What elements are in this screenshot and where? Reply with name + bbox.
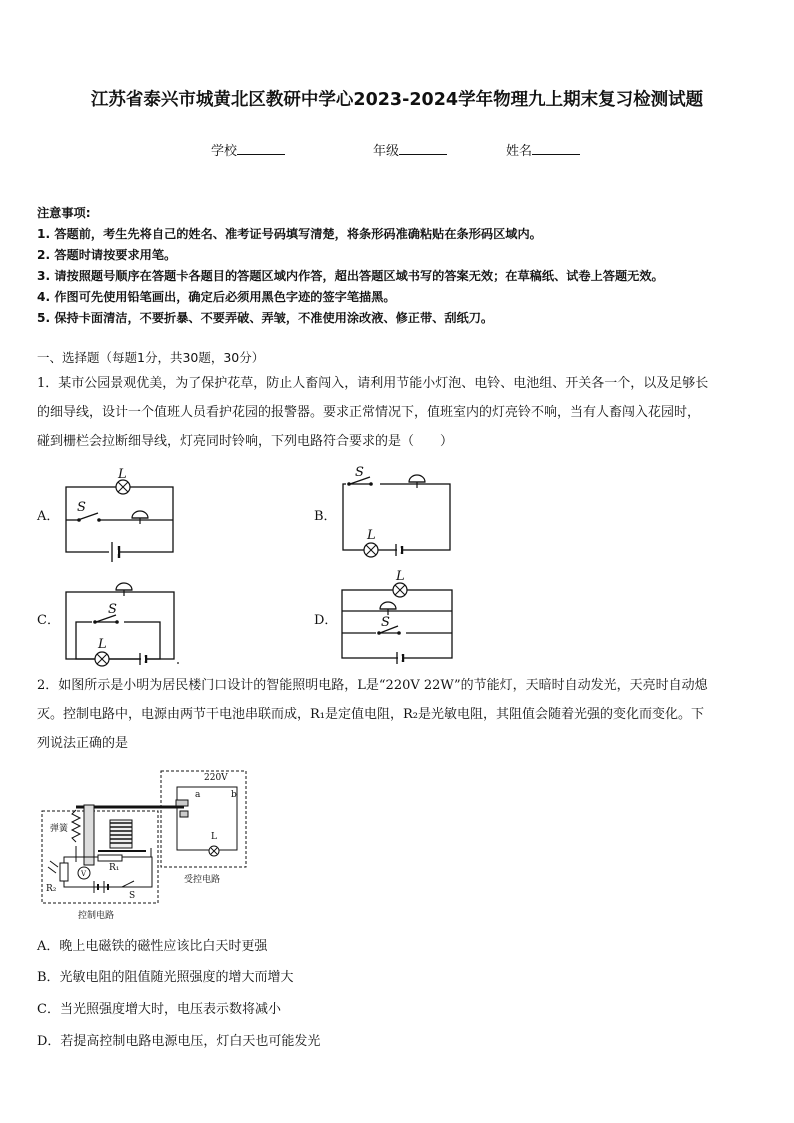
lamp-icon [209, 846, 219, 856]
bell-icon [132, 511, 148, 524]
question-1-text: 1．某市公园景观优美，为了保护花草，防止人畜闯入，请利用节能小灯泡、电铃、电池组、开关各一个，以及足够长 的细导线，设计一个值班人员看护花园的报警器。要求正常情况下，值班室内的灯亮铃不响，当有人畜闯入花园时， 碰到栅栏会拉断细导线，灯亮同时铃响，下列电路符合要求的是（ ） [37, 376, 709, 449]
bulb-icon [116, 480, 130, 494]
label-s: S [77, 500, 86, 515]
circuit-a [66, 487, 173, 562]
circuit-c [66, 592, 174, 665]
q2-option-c[interactable]: C．当光照强度增大时，电压表示数将减小 [37, 1002, 281, 1017]
spring-label: 弹簧 [50, 824, 69, 834]
label-s: S [381, 615, 390, 630]
label-l: L [396, 569, 405, 584]
label-l: L [98, 637, 107, 652]
q1-option-c[interactable]: C． [37, 613, 60, 628]
circuit-b [343, 477, 450, 556]
lamp-label: L [211, 832, 217, 842]
note-item: 1. 答题前，考生先将自己的姓名、准考证号码填写清楚，将条形码准确粘贴在条形码区域内。 [37, 227, 542, 241]
note-item: 3. 请按照题号顺序在答题卡各题目的答题区域内作答，超出答题区域书写的答案无效；在草稿纸、试卷上答题无效。 [37, 269, 664, 283]
terminal-a-label: a [195, 790, 201, 800]
notes-heading: 注意事项: [37, 206, 91, 220]
label-l: L [118, 467, 127, 482]
voltage-label: 220V [204, 773, 228, 783]
q2-option-d[interactable]: D．若提高控制电路电源电压，灯白天也可能发光 [37, 1034, 321, 1049]
q1-option-a[interactable]: A． [37, 509, 60, 524]
name-field[interactable]: 姓名 [506, 140, 580, 159]
bulb-icon [393, 583, 407, 597]
switch-label: S [129, 891, 136, 901]
q2-relay-circuit-figure [36, 765, 256, 925]
question-2-text: 2．如图所示是小明为居民楼门口设计的智能照明电路，L是“220V 22W”的节能灯，天暗时自动发光，天亮时自动熄 灭。控制电路中，电源由两节干电池串联而成，R₁是定值电阻，R₂是光敏电阻，其阻值会随着光强的变化而变化。下 列说法正确的是 [37, 678, 708, 751]
page-title: 江苏省泰兴市城黄北区教研中学心2023-2024学年物理九上期末复习检测试题 [90, 90, 704, 110]
terminal-b-label: b [231, 790, 237, 800]
note-item: 4. 作图可先使用铅笔画出，确定后必须用黑色字迹的签字笔描黑。 [37, 290, 396, 304]
note-item: 2. 答题时请按要求用笔。 [37, 248, 177, 262]
control-circuit-label: 控制电路 [78, 911, 115, 921]
bell-icon [116, 583, 132, 596]
q1-option-d[interactable]: D． [314, 613, 338, 628]
label-l: L [367, 528, 376, 543]
grade-field[interactable]: 年级 [373, 140, 447, 159]
q1-circuit-diagrams [0, 460, 480, 675]
circuit-d [342, 590, 452, 664]
notes-block [37, 203, 664, 329]
r2-label: R₂ [46, 884, 57, 894]
school-field[interactable]: 学校 [211, 140, 285, 159]
section-heading: 一、选择题（每题1分，共30题，30分） [37, 350, 265, 365]
note-item: 5. 保持卡面清洁，不要折暴、不要弄破、弄皱，不准使用涂改液、修正带、刮纸刀。 [37, 311, 494, 325]
q2-option-a[interactable]: A．晚上电磁铁的磁性应该比白天时更强 [37, 939, 268, 954]
bell-icon [409, 475, 425, 488]
q1-option-b[interactable]: B． [314, 509, 337, 524]
voltmeter-label: V [81, 870, 87, 878]
bulb-icon [95, 652, 109, 666]
label-s: S [355, 465, 364, 480]
bell-icon [380, 602, 396, 615]
label-s: S [108, 602, 117, 617]
bulb-icon [364, 543, 378, 557]
r1-label: R₁ [109, 863, 120, 873]
q2-option-b[interactable]: B．光敏电阻的阻值随光照强度的增大而增大 [37, 970, 294, 985]
controlled-circuit-label: 受控电路 [184, 875, 221, 885]
